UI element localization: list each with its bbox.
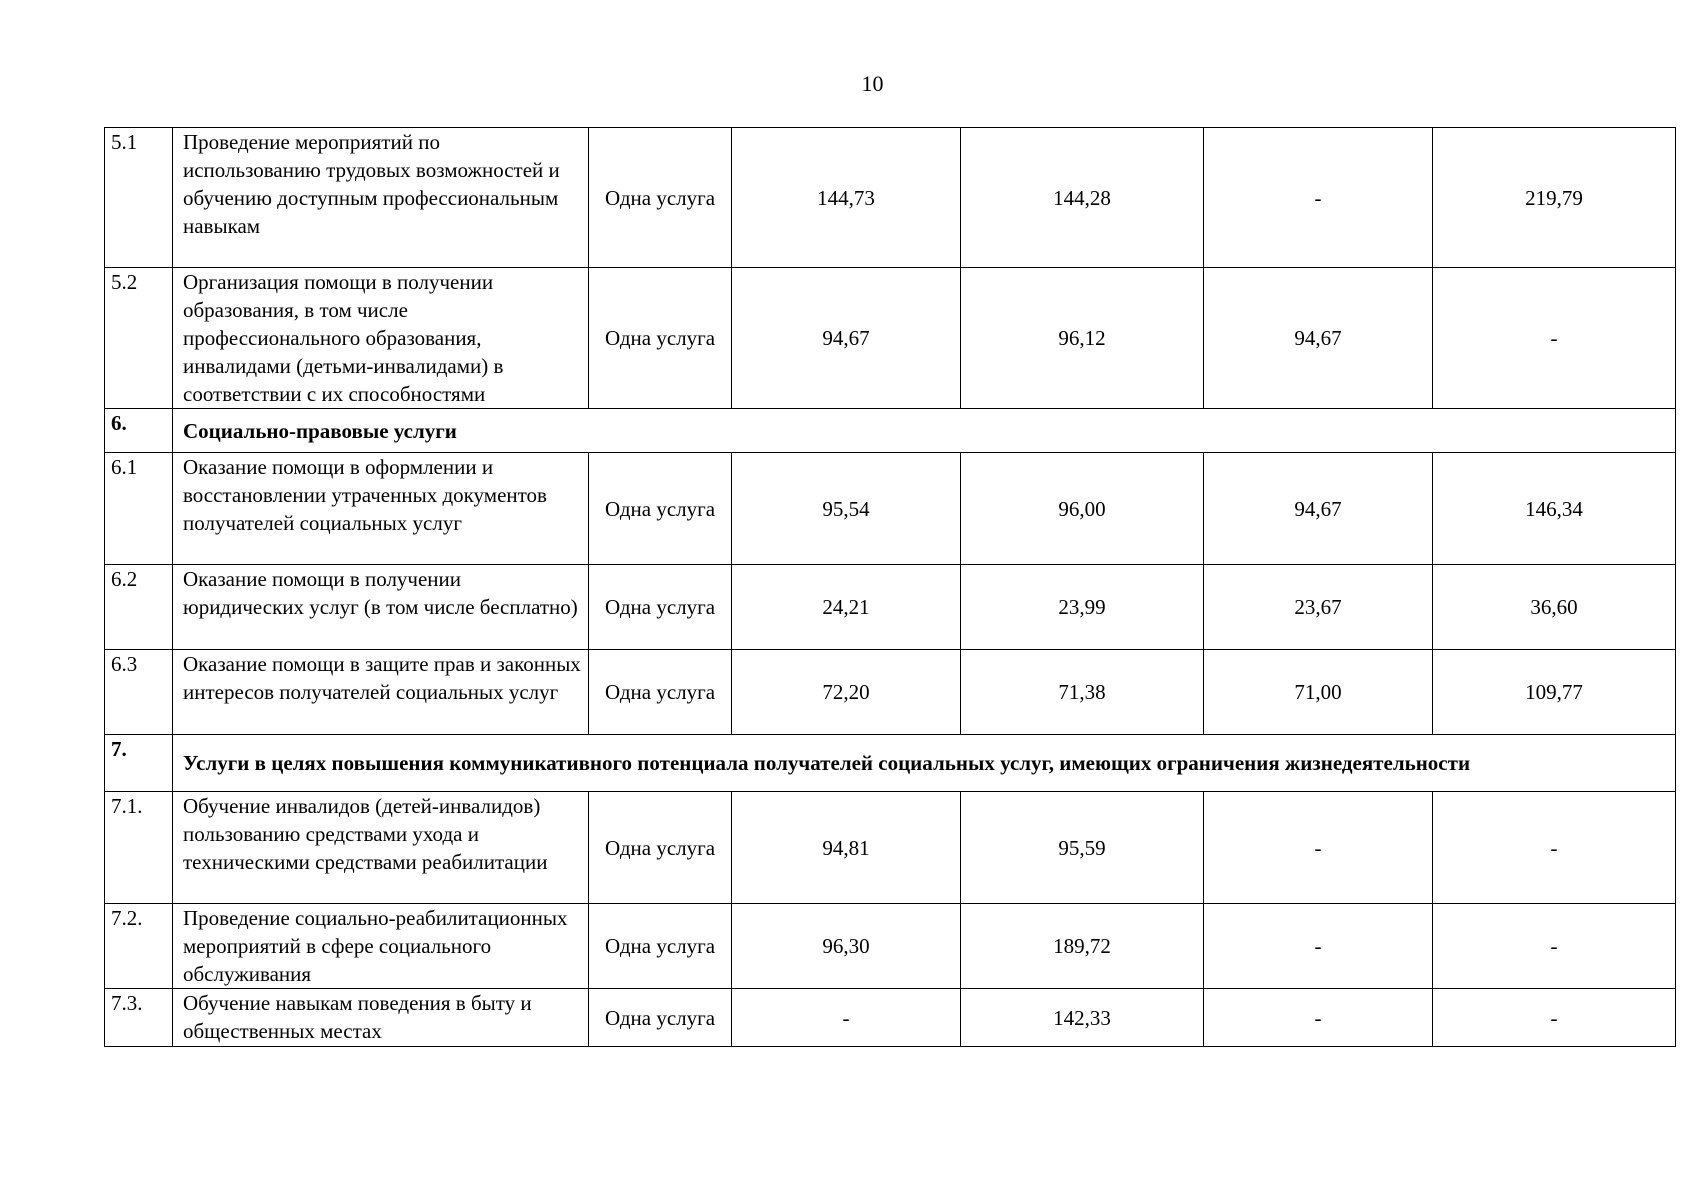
- value-cell-4: 146,34: [1433, 453, 1676, 565]
- service-name: Организация помощи в получении образования, в том числе профессионального образования, инвалидами (детьми-инвалидами) в соответствии с их способностями: [173, 268, 589, 409]
- service-name: Обучение инвалидов (детей-инвалидов) пользованию средствами ухода и техническими средствами реабилитации: [173, 792, 589, 904]
- section-number: 7.: [105, 735, 173, 792]
- value-cell-1: 94,81: [732, 792, 961, 904]
- unit-cell: Одна услуга: [589, 453, 732, 565]
- service-name: Оказание помощи в защите прав и законных интересов получателей социальных услуг: [173, 650, 589, 735]
- table-row: [105, 792, 1676, 904]
- table-row: [105, 453, 1676, 565]
- value-cell-1: 72,20: [732, 650, 961, 735]
- section-header-row: [105, 735, 1676, 792]
- value-cell-3: 94,67: [1204, 453, 1433, 565]
- table-row: [105, 650, 1676, 735]
- unit-cell: Одна услуга: [589, 904, 732, 989]
- service-name: Обучение навыкам поведения в быту и общественных местах: [173, 989, 589, 1047]
- page-number: 10: [861, 71, 884, 96]
- value-cell-3: 94,67: [1204, 268, 1433, 409]
- value-cell-1: 94,67: [732, 268, 961, 409]
- value-cell-4: -: [1433, 904, 1676, 989]
- value-cell-2: 96,12: [961, 268, 1204, 409]
- unit-cell: Одна услуга: [589, 268, 732, 409]
- row-number: 6.2: [105, 565, 173, 650]
- value-cell-2: 71,38: [961, 650, 1204, 735]
- row-number: 6.3: [105, 650, 173, 735]
- value-cell-3: -: [1204, 904, 1433, 989]
- value-cell-2: 95,59: [961, 792, 1204, 904]
- value-cell-1: 96,30: [732, 904, 961, 989]
- row-number: 7.1.: [105, 792, 173, 904]
- value-cell-3: -: [1204, 128, 1433, 268]
- service-name: Проведение мероприятий по использованию трудовых возможностей и обучению доступным профессиональным навыкам: [173, 128, 589, 268]
- value-cell-4: -: [1433, 989, 1676, 1047]
- table-row: [105, 128, 1676, 268]
- section-title: Социально-правовые услуги: [173, 409, 1676, 453]
- value-cell-2: 23,99: [961, 565, 1204, 650]
- section-number: 6.: [105, 409, 173, 453]
- row-number: 5.1: [105, 128, 173, 268]
- table-row: [105, 904, 1676, 989]
- value-cell-3: 23,67: [1204, 565, 1433, 650]
- value-cell-2: 144,28: [961, 128, 1204, 268]
- unit-cell: Одна услуга: [589, 565, 732, 650]
- table-row: [105, 268, 1676, 409]
- value-cell-4: 36,60: [1433, 565, 1676, 650]
- table-row: [105, 565, 1676, 650]
- value-cell-2: 142,33: [961, 989, 1204, 1047]
- value-cell-4: -: [1433, 268, 1676, 409]
- service-name: Проведение социально-реабилитационных мероприятий в сфере социального обслуживания: [173, 904, 589, 989]
- value-cell-3: -: [1204, 989, 1433, 1047]
- table-row: [105, 989, 1676, 1047]
- row-number: 6.1: [105, 453, 173, 565]
- section-header-row: [105, 409, 1676, 453]
- service-name: Оказание помощи в получении юридических услуг (в том числе бесплатно): [173, 565, 589, 650]
- value-cell-1: -: [732, 989, 961, 1047]
- value-cell-1: 24,21: [732, 565, 961, 650]
- value-cell-1: 95,54: [732, 453, 961, 565]
- value-cell-3: 71,00: [1204, 650, 1433, 735]
- unit-cell: Одна услуга: [589, 792, 732, 904]
- value-cell-1: 144,73: [732, 128, 961, 268]
- value-cell-4: -: [1433, 792, 1676, 904]
- value-cell-2: 189,72: [961, 904, 1204, 989]
- tariff-table: [104, 127, 1676, 1047]
- row-number: 7.2.: [105, 904, 173, 989]
- row-number: 5.2: [105, 268, 173, 409]
- section-title: Услуги в целях повышения коммуникативного потенциала получателей социальных услуг, имеющих ограничения жизнедеятельности: [173, 735, 1676, 792]
- value-cell-2: 96,00: [961, 453, 1204, 565]
- value-cell-3: -: [1204, 792, 1433, 904]
- value-cell-4: 109,77: [1433, 650, 1676, 735]
- unit-cell: Одна услуга: [589, 650, 732, 735]
- unit-cell: Одна услуга: [589, 989, 732, 1047]
- unit-cell: Одна услуга: [589, 128, 732, 268]
- value-cell-4: 219,79: [1433, 128, 1676, 268]
- row-number: 7.3.: [105, 989, 173, 1047]
- service-name: Оказание помощи в оформлении и восстановлении утраченных документов получателей социальных услуг: [173, 453, 589, 565]
